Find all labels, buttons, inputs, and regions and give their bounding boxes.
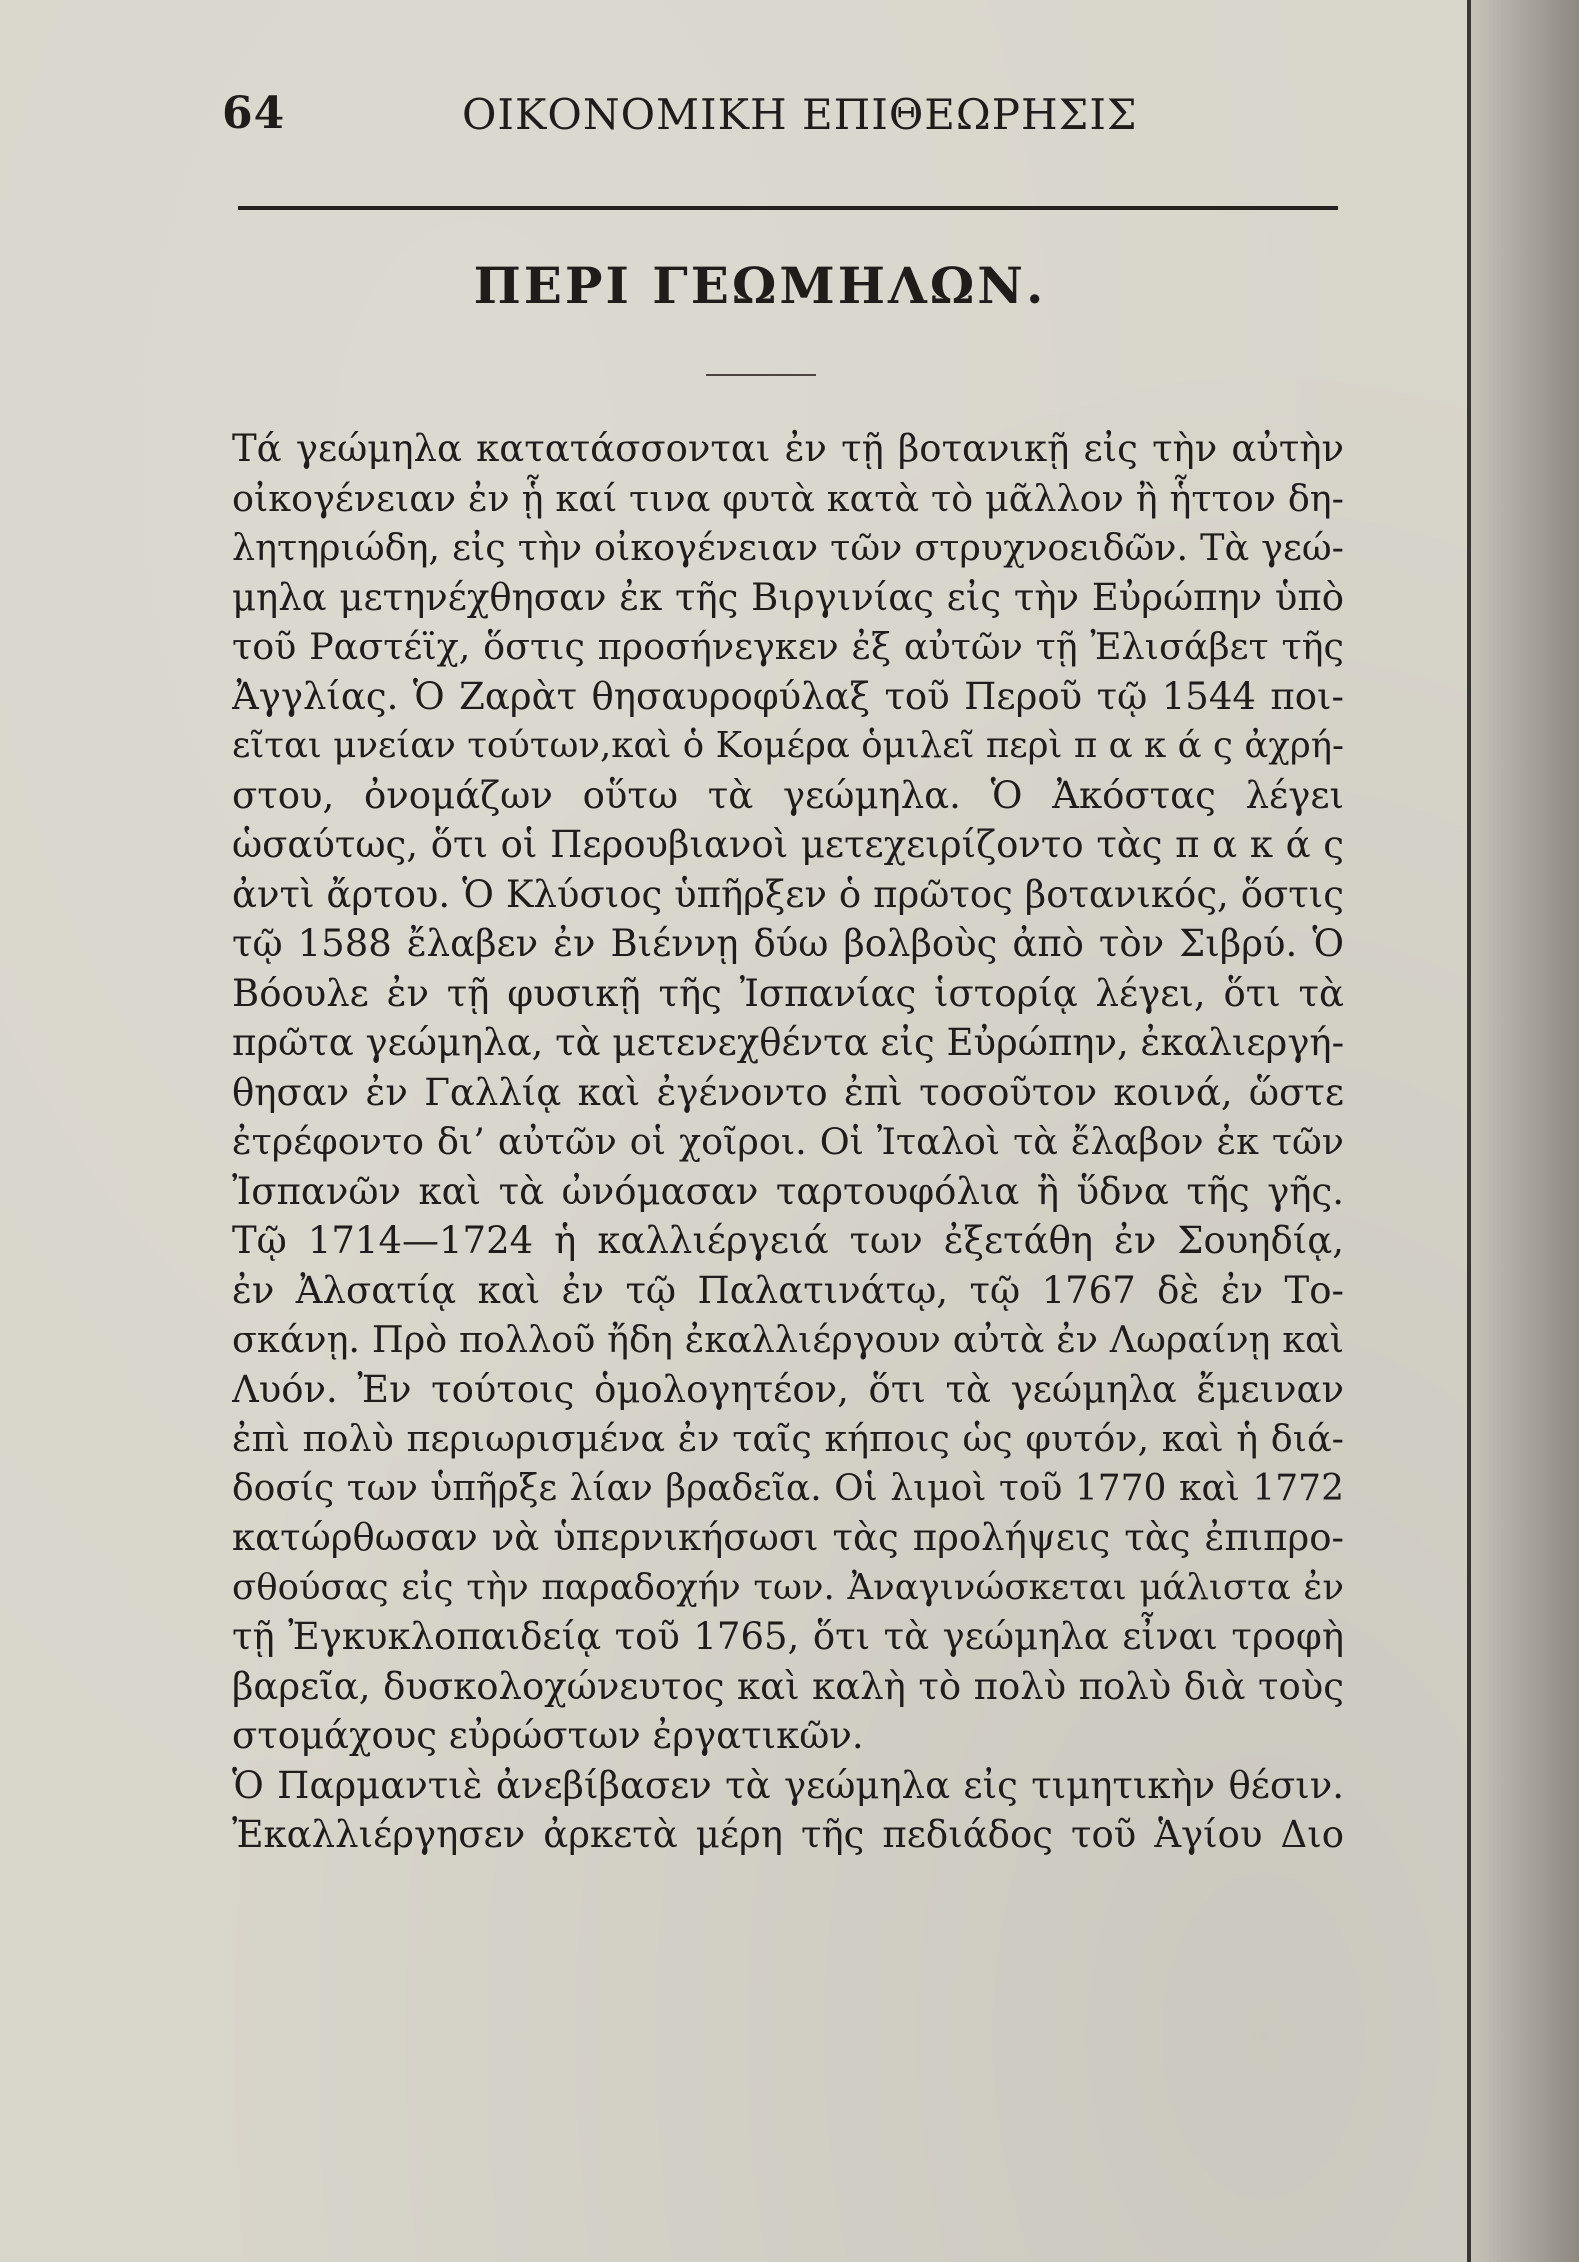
text-line: Τῷ 1714—1724 ἡ καλλιέργειά των ἐξετάθη ἐν Σουηδίᾳ, xyxy=(232,1219,1344,1262)
text-line: Ἰσπανῶν καὶ τὰ ὠνόμασαν ταρτουφόλια ἢ ὕδνα τῆς γῆς. xyxy=(232,1169,1344,1213)
text-line: πρῶτα γεώμηλα, τὰ μετενεχθέντα εἰς Εὐρώπην, ἐκαλιεργή- xyxy=(232,1021,1344,1064)
header-rule xyxy=(238,206,1338,210)
text-line: τῇ Ἐγκυκλοπαιδείᾳ τοῦ 1765, ὅτι τὰ γεώμηλα εἶναι τροφὴ xyxy=(232,1615,1344,1658)
binding-edge xyxy=(1467,0,1471,2262)
page-header xyxy=(222,88,1332,148)
running-head: ΟΙΚΟΝΟΜΙΚΗ ΕΠΙΘΕΩΡΗΣΙΣ xyxy=(462,90,1138,139)
text-line: στομάχους εὐρώστων ἐργατικῶν. xyxy=(232,1714,864,1757)
text-line: εῖται μνείαν τούτων,καὶ ὁ Κομέρα ὁμιλεῖ περὶ π α κ ά ς ἀχρή- xyxy=(232,725,1344,766)
text-line: τῷ 1588 ἔλαβεν ἐν Βιέννῃ δύω βολβοὺς ἀπὸ τὸν Σιβρύ. Ὁ xyxy=(232,922,1344,965)
text-line: ἐτρέφοντο δι’ αὐτῶν οἱ χοῖροι. Οἱ Ἰταλοὶ τὰ ἔλαβον ἐκ τῶν xyxy=(232,1120,1344,1163)
text-line: Βόουλε ἐν τῇ φυσικῇ τῆς Ἰσπανίας ἱστορίᾳ λέγει, ὅτι τὰ xyxy=(232,971,1344,1015)
text-line: Ἐκαλλιέργησεν ἀρκετὰ μέρη τῆς πεδιάδος τοῦ Ἁγίου Διο xyxy=(232,1813,1344,1856)
text-line: σκάνῃ. Πρὸ πολλοῦ ἤδη ἐκαλλιέργουν αὐτὰ ἐν Λωραίνῃ καὶ xyxy=(232,1318,1344,1361)
body-text xyxy=(232,424,1344,1860)
text-line: Ὁ Παρμαντιὲ ἀνεβίβασεν τὰ γεώμηλα εἰς τιμητικὴν θέσιν. xyxy=(232,1763,1344,1807)
text-line: θησαν ἐν Γαλλίᾳ καὶ ἐγένοντο ἐπὶ τοσοῦτον κοινά, ὥστε xyxy=(232,1070,1344,1114)
title-rule xyxy=(706,374,816,376)
page-gutter xyxy=(1467,0,1579,2262)
text-line: Τά γεώμηλα κατατάσσονται ἐν τῇ βοτανικῇ εἰς τὴν αὐτὴν xyxy=(232,427,1344,470)
page-number: 64 xyxy=(222,88,286,139)
text-line: λητηριώδη, εἰς τὴν οἰκογένειαν τῶν στρυχνοειδῶν. Τὰ γεώ- xyxy=(232,526,1344,569)
text-line: βαρεῖα, δυσκολοχώνευτος καὶ καλὴ τὸ πολὺ πολὺ διὰ τοὺς xyxy=(232,1664,1344,1708)
text-line: δοσίς των ὑπῆρξε λίαν βραδεῖα. Οἱ λιμοὶ τοῦ 1770 καὶ 1772 xyxy=(232,1467,1344,1509)
text-line: ἐπὶ πολὺ περιωρισμένα ἐν ταῖς κήποις ὡς φυτόν, καὶ ἡ διά- xyxy=(232,1417,1344,1460)
text-line: κατώρθωσαν νὰ ὑπερνικήσωσι τὰς προλήψεις τὰς ἐπιπρο- xyxy=(232,1516,1344,1559)
text-line: Λυόν. Ἐν τούτοις ὁμολογητέον, ὅτι τὰ γεώμηλα ἔμειναν xyxy=(232,1367,1344,1411)
text-line: ἐν Ἀλσατίᾳ καὶ ἐν τῷ Παλατινάτῳ, τῷ 1767 δὲ ἐν Το- xyxy=(232,1268,1344,1312)
text-line: τοῦ Ραστέϊχ, ὅστις προσήνεγκεν ἐξ αὐτῶν τῇ Ἐλισάβετ τῆς xyxy=(232,625,1344,668)
text-line: οἰκογένειαν ἐν ᾗ καί τινα φυτὰ κατὰ τὸ μᾶλλον ἢ ἧττον δη- xyxy=(232,476,1344,520)
section-title: ΠΕΡΙ ΓΕΩΜΗΛΩΝ. xyxy=(473,256,1047,315)
text-line: στου, ὀνομάζων οὕτω τὰ γεώμηλα. Ὁ Ἀκόστας λέγει xyxy=(232,773,1344,817)
text-line: Ἀγγλίας. Ὁ Ζαρὰτ θησαυροφύλαξ τοῦ Περοῦ τῷ 1544 ποι- xyxy=(232,674,1344,718)
text-line: ἀντὶ ἄρτου. Ὁ Κλύσιος ὑπῆρξεν ὁ πρῶτος βοτανικός, ὅστις xyxy=(232,872,1344,916)
text-line: σθούσας εἰς τὴν παραδοχήν των. Ἀναγινώσκεται μάλιστα ἐν xyxy=(232,1566,1344,1608)
text-line: ὡσαύτως, ὅτι οἱ Περουβιανοὶ μετεχειρίζοντο τὰς π α κ ά ς xyxy=(232,823,1344,866)
text-line: μηλα μετηνέχθησαν ἐκ τῆς Βιργινίας εἰς τὴν Εὐρώπην ὑπὸ xyxy=(232,575,1344,619)
